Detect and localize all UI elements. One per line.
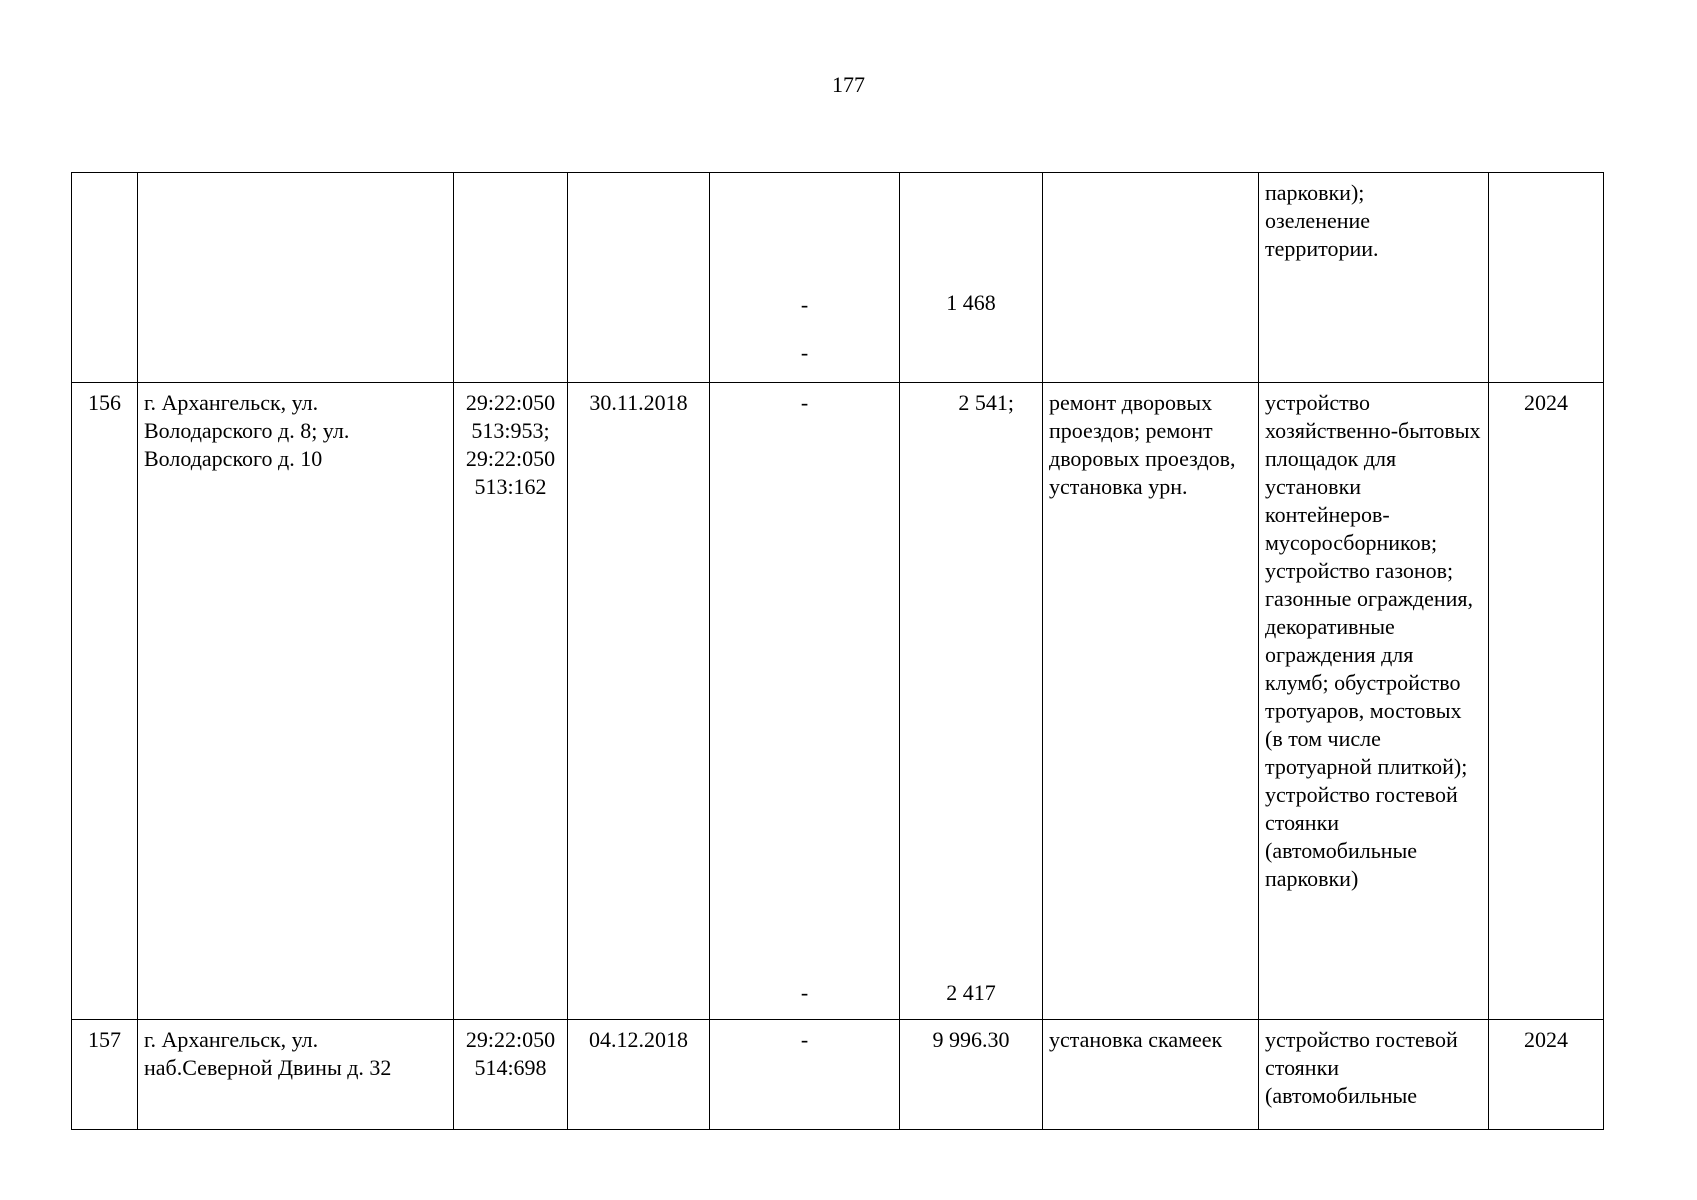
cell-requirements: устройство хозяйственно-бытовых площадок для установки контейнеров-мусоросборников; устройство газонов; газонные ограждения, декоративные ограждения для клумб; обустройство тротуаров, мостовых (в том числе тротуарной плиткой); устройство гостевой стоянки (автомобильные парковки) — [1259, 383, 1489, 1020]
cell-works — [1043, 173, 1259, 383]
cell-fund — [710, 383, 900, 1020]
cell-works: ремонт дворовых проездов; ремонт дворовых проездов, установка урн. — [1043, 383, 1259, 1020]
cell-num: 157 — [72, 1020, 138, 1130]
requirements-line: парковки); — [1265, 180, 1365, 205]
cell-num — [72, 173, 138, 383]
area-value: 2 417 — [946, 980, 996, 1005]
table-row — [72, 383, 1604, 1020]
cell-area: 9 996.30 — [900, 1020, 1043, 1130]
page-number: 177 — [832, 72, 865, 97]
cadastral-line: 29:22:050 — [465, 390, 556, 415]
cell-requirements — [1259, 173, 1489, 383]
cadastral-line: 513:953; — [471, 418, 550, 443]
cell-fund — [710, 173, 900, 383]
area-value: 1 468 — [946, 290, 996, 315]
improvement-table — [71, 172, 1604, 1130]
cell-date — [568, 173, 710, 383]
cadastral-line: 29:22:050 — [465, 1027, 556, 1052]
table-row — [72, 1020, 1604, 1130]
cell-date: 30.11.2018 — [568, 383, 710, 1020]
cell-area — [900, 383, 1043, 1020]
cell-year — [1489, 173, 1604, 383]
table-row-continuation — [72, 173, 1604, 383]
cell-cadastral — [454, 1020, 568, 1130]
cell-address: г. Архангельск, ул. наб.Северной Двины д. 32 — [138, 1020, 454, 1130]
cell-date: 04.12.2018 — [568, 1020, 710, 1130]
cell-address: г. Архангельск, ул. Володарского д. 8; ул. Володарского д. 10 — [138, 383, 454, 1020]
cell-fund: - — [710, 1020, 900, 1130]
cadastral-line: 513:162 — [474, 474, 547, 499]
fund-dash: - — [800, 292, 809, 317]
requirements-line: территории. — [1265, 236, 1379, 261]
fund-dash: - — [800, 390, 809, 415]
fund-dash: - — [800, 340, 809, 365]
fund-dash: - — [800, 980, 809, 1005]
cell-works: установка скамеек — [1043, 1020, 1259, 1130]
cell-address — [138, 173, 454, 383]
cell-num: 156 — [72, 383, 138, 1020]
cell-cadastral — [454, 173, 568, 383]
cell-cadastral — [454, 383, 568, 1020]
cell-area — [900, 173, 1043, 383]
cadastral-line: 29:22:050 — [465, 446, 556, 471]
cell-requirements: устройство гостевой стоянки (автомобильные — [1259, 1020, 1489, 1130]
cell-year: 2024 — [1489, 383, 1604, 1020]
requirements-line: озеленение — [1265, 208, 1371, 233]
cadastral-line: 514:698 — [474, 1055, 547, 1080]
cell-year: 2024 — [1489, 1020, 1604, 1130]
area-value: 2 541; — [958, 390, 1014, 415]
